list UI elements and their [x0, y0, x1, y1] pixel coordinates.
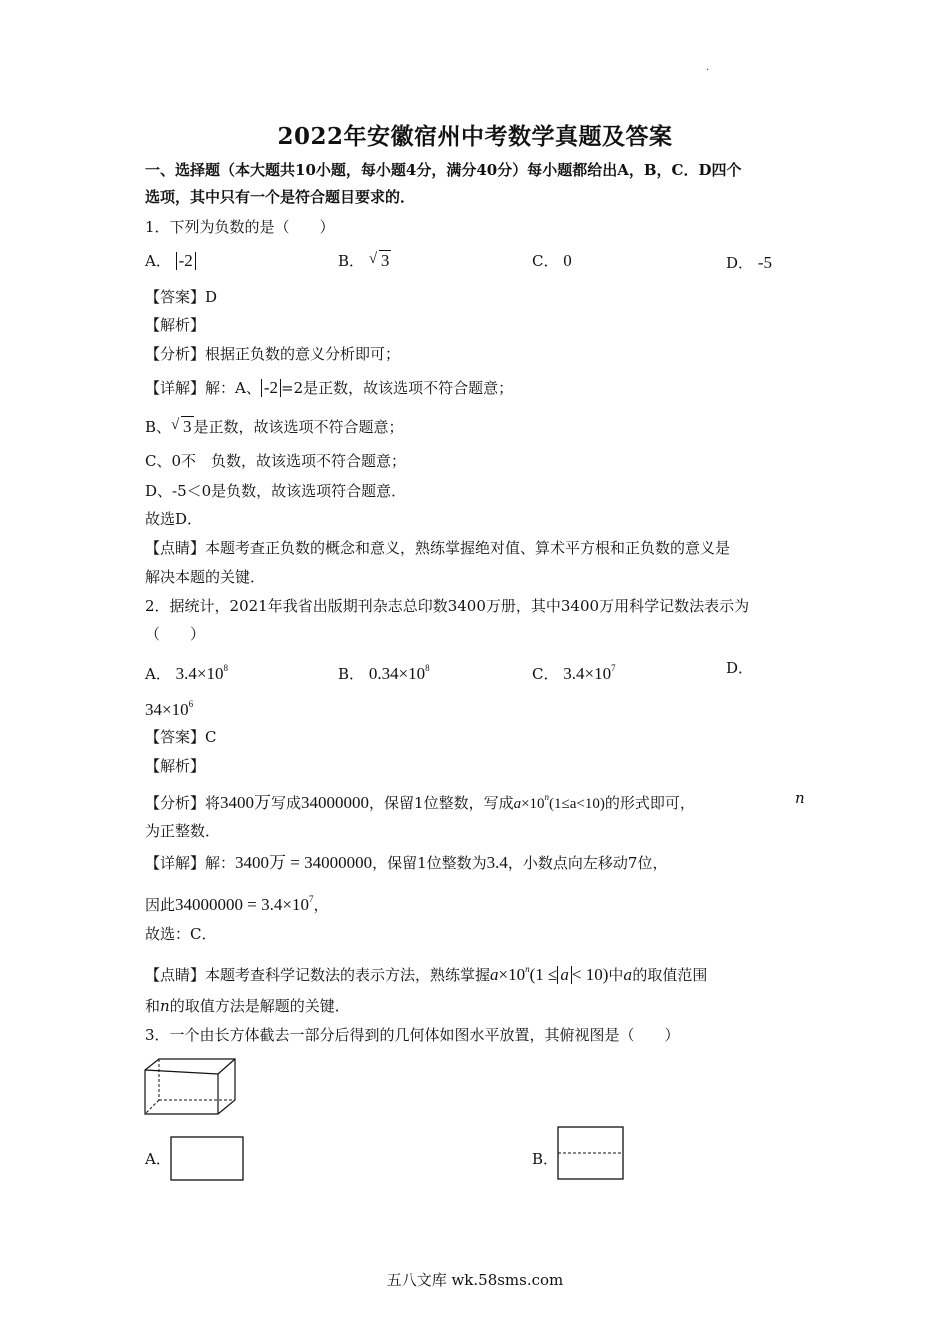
q2-answer: 【答案】C — [145, 728, 217, 746]
option-math: √ 3 — [368, 251, 390, 270]
q2-option-d-label: D． — [726, 659, 754, 677]
option-math: 0 — [563, 251, 572, 270]
section-heading-line2: 选项，其中只有一个是符合题目要求的． — [145, 188, 416, 206]
q2-fenxi: 【分析】将3400万写成34000000，保留1位整数，写成$a\times 10^n(1\le a<10)$的形式即可， — [145, 792, 695, 812]
q1-detail-b: B、 √ 3 是正数，故该选项不符合题意； — [145, 417, 404, 436]
q2-choose: 故选：C． — [145, 925, 217, 943]
q3-option-a-figure — [170, 1136, 245, 1182]
q1-detail-d: D、-5＜0是负数，故该选项符合题意． — [145, 482, 407, 500]
q1-detail-a: 【详解】解：A、 -2 =2是正数，故该选项不符合题意； — [145, 378, 514, 397]
q1-stem: 1．下列为负数的是（ ） — [145, 218, 335, 236]
sqrt-icon: √ — [368, 251, 378, 267]
q1-option-b — [338, 251, 391, 271]
q2-option-a: A． $3.4\times 10^8$ — [145, 663, 228, 683]
solid-figure-icon — [143, 1055, 238, 1117]
q2-dianjing-1: 【点睛】本题考查科学记数法的表示方法，熟练掌握$a\times 10^n(1 \le a < 10)$中a的取值范围 — [145, 964, 708, 984]
q2-detail: 【详解】解：3400万 = 34000000，保留1位整数为3.4，小数点向左移动7位， — [145, 853, 668, 872]
q2-fenxi-n: n — [795, 789, 805, 807]
q2-yinci: 因此$34000000 = 3.4\times 10^7$， — [145, 894, 329, 914]
option-label: D． — [726, 254, 754, 272]
q3-option-b-label: B． — [532, 1150, 559, 1168]
q1-option-d — [726, 253, 772, 273]
page-title: 2022年安徽宿州中考数学真题及答案 — [277, 123, 673, 150]
q2-option-c: C． $3.4\times 10^7$ — [532, 663, 616, 683]
q3-stem: 3．一个由长方体截去一部分后得到的几何体如图水平放置，其俯视图是（ ） — [145, 1026, 680, 1044]
q2-dianjing-2: 和n的取值方法是解题的关键． — [145, 997, 350, 1015]
q1-option-c — [532, 251, 572, 271]
option-label: B． — [338, 252, 365, 270]
q1-dianjing-2: 解决本题的关键． — [145, 568, 266, 586]
section-heading-line1: 一、选择题（本大题共10小题，每小题4分，满分40分）每小题都给出A，B，C．D四个 — [145, 161, 742, 179]
footer-watermark: 五八文库 wk.58sms.com — [386, 1271, 564, 1289]
option-label: A． — [145, 252, 171, 270]
header-dot: . — [706, 62, 710, 73]
q2-stem-1: 2．据统计，2021年我省出版期刊杂志总印数3400万册，其中3400万用科学记数法表示为 — [145, 597, 750, 615]
option-math: -5 — [757, 253, 772, 272]
q1-detail-c: C、0不 负数，故该选项不符合题意； — [145, 452, 407, 470]
q1-fenxi: 【分析】根据正负数的意义分析即可； — [145, 345, 401, 363]
q1-dianjing-1: 【点睛】本题考查正负数的概念和意义，熟练掌握绝对值、算术平方根和正负数的意义是 — [145, 539, 731, 557]
sqrt-icon: √ — [171, 417, 180, 433]
q3-option-a-label: A． — [145, 1150, 171, 1168]
option-label: C． — [532, 252, 559, 270]
q2-option-d-math: $34\times 10^6$ — [145, 699, 194, 719]
option-math: -2 — [176, 252, 196, 270]
q2-option-b: B． $0.34\times 10^8$ — [338, 663, 430, 683]
q1-choose: 故选D． — [145, 510, 203, 528]
q1-option-a — [145, 251, 196, 271]
q3-option-b-figure — [557, 1126, 625, 1181]
q2-analysis-head: 【解析】 — [145, 757, 206, 775]
q2-stem-2: （ ） — [145, 625, 206, 643]
q1-analysis-head: 【解析】 — [145, 316, 206, 334]
q2-fenxi-line2: 为正整数． — [145, 822, 221, 840]
q1-answer: 【答案】D — [145, 288, 218, 306]
